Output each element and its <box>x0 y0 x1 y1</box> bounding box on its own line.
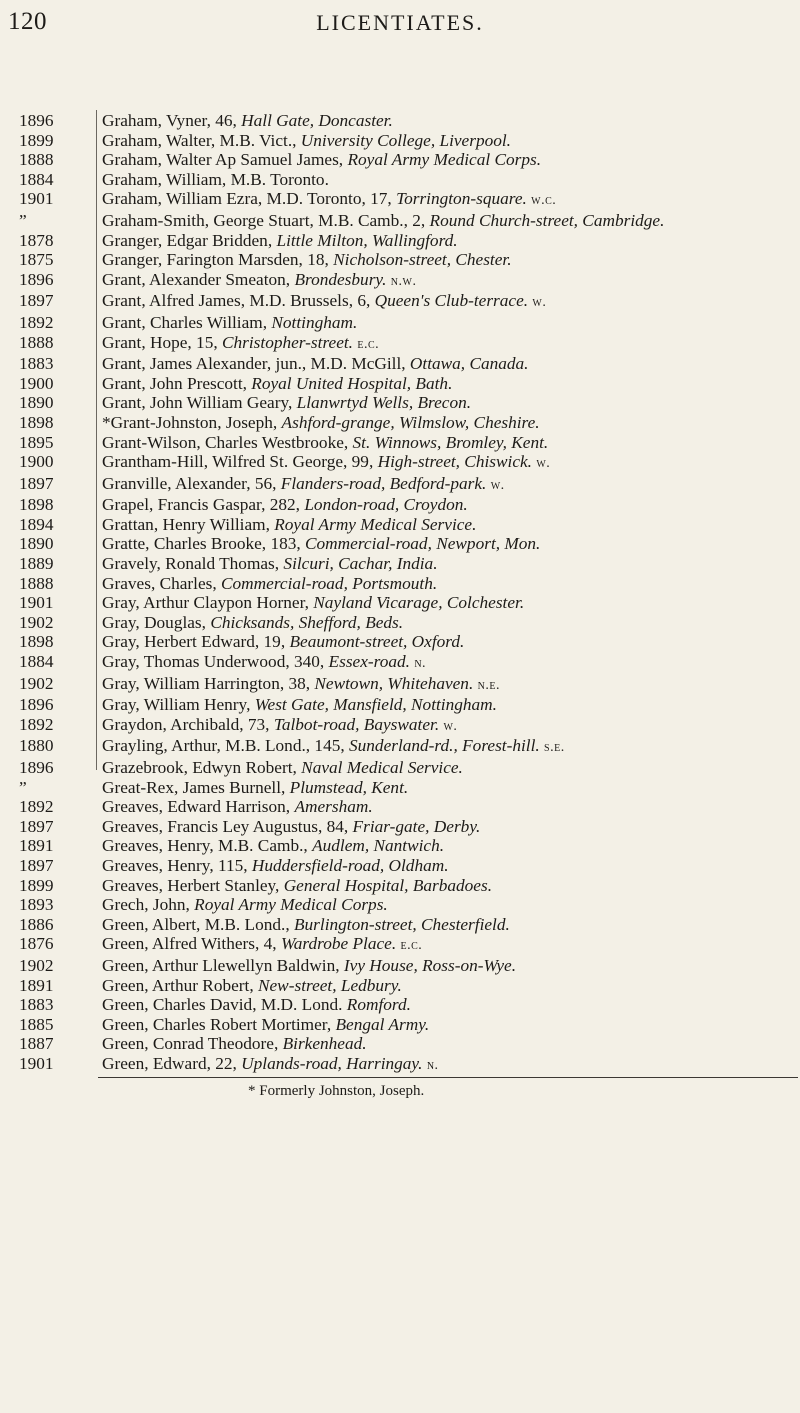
entry-year: 1883 <box>19 354 54 374</box>
entry-name: Grantham-Hill, Wilfred St. George, 99, <box>102 452 378 472</box>
entry-address: Friar-gate, Derby. <box>352 816 481 836</box>
list-item <box>0 736 800 758</box>
list-item <box>0 1034 800 1054</box>
entry-year: 1896 <box>19 269 54 289</box>
entry-address: Torrington-square. <box>396 189 527 209</box>
entry-name: Grant, Hope, 15, <box>102 332 222 352</box>
entry-address: London-road, Croydon. <box>304 495 468 515</box>
entry-address: Silcuri, Cachar, India. <box>283 554 438 574</box>
entry-year: 1898 <box>19 412 54 432</box>
list-item <box>0 270 800 292</box>
entry-year: 1888 <box>19 573 54 593</box>
list-item <box>0 374 800 394</box>
entry-year: 1893 <box>19 895 54 915</box>
list-item <box>0 189 800 211</box>
entry-year: 1896 <box>19 111 54 130</box>
entry-year: 1895 <box>19 432 54 452</box>
entry-year: 1902 <box>19 612 54 632</box>
page-header <box>0 6 800 46</box>
entry-address: Chicksands, Shefford, Beds. <box>210 612 404 632</box>
list-item <box>0 111 800 131</box>
entry-district: w. <box>443 718 458 734</box>
entry-name: Greaves, Henry, M.B. Camb., <box>102 836 313 856</box>
entry-address: General Hospital, Barbadoes. <box>283 875 493 895</box>
list-item <box>0 715 800 737</box>
list-item <box>0 695 800 715</box>
entry-address: Naval Medical Service. <box>301 758 463 777</box>
entry-name: Grattan, Henry William, <box>102 514 275 534</box>
list-item <box>0 250 800 270</box>
entry-address: Plumstead, Kent. <box>289 777 409 797</box>
entry-address: Wardrobe Place. <box>280 934 397 954</box>
entry-name: Gratte, Charles Brooke, 183, <box>102 534 306 554</box>
list-item <box>0 170 800 190</box>
entry-address: Burlington-street, Chesterfield. <box>293 914 510 934</box>
entry-address: Uplands-road, Harringay. <box>241 1053 423 1073</box>
list-item <box>0 515 800 535</box>
entry-address: Queen's Club-terrace. <box>374 291 529 311</box>
list-item <box>0 797 800 817</box>
entry-name: Grant, James Alexander, jun., M.D. McGill, <box>102 354 410 374</box>
list-item <box>0 1015 800 1035</box>
entry-name: Graham, Vyner, 46, <box>102 111 242 130</box>
entry-name: Gray, William Harrington, 38, <box>102 673 315 693</box>
entry-district: n. <box>414 656 427 672</box>
entry-year: 1884 <box>19 652 54 672</box>
entry-year: 1896 <box>19 758 54 777</box>
entry-name: Grapel, Francis Gaspar, 282, <box>102 495 305 515</box>
footnote-rule <box>98 1077 798 1078</box>
entry-year: 1900 <box>19 373 54 393</box>
list-item <box>0 150 800 170</box>
entry-address: Christopher-street. <box>221 332 354 352</box>
entry-address: Flanders-road, Bedford-park. <box>280 473 487 493</box>
entry-address: Bengal Army. <box>335 1014 430 1034</box>
entry-address: New-street, Ledbury. <box>257 975 402 995</box>
entry-address: Commercial-road, Newport, Mon. <box>305 534 541 554</box>
entry-name: Graham, Walter Ap Samuel James, <box>102 150 348 170</box>
entry-district: n.w. <box>390 273 417 289</box>
entry-year: 1883 <box>19 995 54 1015</box>
entry-name: Grant-Wilson, Charles Westbrooke, <box>102 432 353 452</box>
entry-name: Great-Rex, James Burnell, <box>102 777 290 797</box>
list-item <box>0 652 800 674</box>
entry-district: e.c. <box>357 336 380 352</box>
list-item <box>0 452 800 474</box>
entry-address: Brondesbury. <box>294 269 387 289</box>
entry-year: 1889 <box>19 554 54 574</box>
entry-year: 1901 <box>19 593 54 613</box>
entry-name: Graham, William Ezra, M.D. Toronto, 17, <box>102 189 397 209</box>
entry-address: Llanwrtyd Wells, Brecon. <box>296 393 472 413</box>
entry-name: Granville, Alexander, 56, <box>102 473 281 493</box>
entry-year: 1897 <box>19 291 54 311</box>
entry-district: n. <box>426 1057 439 1073</box>
list-item <box>0 674 800 696</box>
entry-address: Hall Gate, Doncaster. <box>241 111 393 130</box>
entry-year: 1878 <box>19 230 54 250</box>
entry-district: w. <box>532 295 547 311</box>
entry-address: Royal Army Medical Corps. <box>347 150 542 170</box>
list-item <box>0 554 800 574</box>
entry-district: n.e. <box>477 677 500 693</box>
entry-name: Graham-Smith, George Stuart, M.B. Camb., 2, <box>102 210 430 230</box>
entry-address: Birkenhead. <box>282 1034 367 1054</box>
entry-name: Grant, Charles William, <box>102 312 272 332</box>
list-item <box>0 574 800 594</box>
entry-name: Greaves, Edward Harrison, <box>102 797 295 817</box>
list-item <box>0 956 800 976</box>
entry-name: Green, Charles Robert Mortimer, <box>102 1014 336 1034</box>
entry-name: Green, Albert, M.B. Lond., <box>102 914 294 934</box>
entry-year: 1897 <box>19 473 54 493</box>
entry-year: 1890 <box>19 393 54 413</box>
entry-year: 1886 <box>19 914 54 934</box>
entry-year: 1892 <box>19 312 54 332</box>
running-title: LICENTIATES. <box>316 10 484 35</box>
entry-name: Greaves, Francis Ley Augustus, 84, <box>102 816 353 836</box>
page-number: 120 <box>8 8 47 35</box>
list-item <box>0 934 800 956</box>
entry-address: Ivy House, Ross-on-Wye. <box>343 955 517 975</box>
entry-name: Grant, John William Geary, <box>102 393 297 413</box>
entry-name: Graham, William, M.B. Toronto. <box>102 169 329 189</box>
entry-year: 1898 <box>19 495 54 515</box>
list-item <box>0 758 800 778</box>
list-item <box>0 915 800 935</box>
list-item <box>0 613 800 633</box>
entry-address: Romford. <box>346 995 411 1015</box>
entry-address: Talbot-road, Bayswater. <box>273 714 440 734</box>
entry-name: Granger, Farington Marsden, 18, <box>102 250 334 270</box>
entry-name: Green, Arthur Robert, <box>102 975 258 995</box>
list-item <box>0 393 800 413</box>
entry-address: Audlem, Nantwich. <box>312 836 445 856</box>
entry-district: w. <box>490 477 505 493</box>
entry-name: Green, Charles David, M.D. Lond. <box>102 995 347 1015</box>
list-item <box>0 593 800 613</box>
entry-year: 1902 <box>19 955 54 975</box>
entry-name: Grech, John, <box>102 895 195 915</box>
entry-address: University College, Liverpool. <box>300 130 511 150</box>
entry-name: Grayling, Arthur, M.B. Lond., 145, <box>102 736 349 756</box>
list-item <box>0 632 800 652</box>
list-item <box>0 817 800 837</box>
list-item <box>0 1054 800 1076</box>
entry-name: Gray, Thomas Underwood, 340, <box>102 652 329 672</box>
list-item <box>0 534 800 554</box>
entry-address: Nottingham. <box>271 312 358 332</box>
entry-address: Nicholson-street, Chester. <box>333 250 512 270</box>
entry-address: Beaumont-street, Oxford. <box>289 632 465 652</box>
list-item <box>0 876 800 896</box>
entry-year: 1901 <box>19 1053 54 1073</box>
entry-address: Ottawa, Canada. <box>409 354 529 374</box>
entry-name: Greaves, Henry, 115, <box>102 855 252 875</box>
entry-year: 1888 <box>19 150 54 170</box>
entry-year: 1892 <box>19 714 54 734</box>
entry-address: Amersham. <box>294 797 373 817</box>
list-item <box>0 313 800 333</box>
entry-address: Royal United Hospital, Bath. <box>251 373 453 393</box>
entry-year: 1888 <box>19 332 54 352</box>
entry-name: Grant, Alfred James, M.D. Brussels, 6, <box>102 291 375 311</box>
entry-name: *Grant-Johnston, Joseph, <box>102 412 282 432</box>
entry-address: Commercial-road, Portsmouth. <box>221 573 438 593</box>
entry-address: Little Milton, Wallingford. <box>276 230 458 250</box>
list-item <box>0 131 800 151</box>
list-item <box>0 413 800 433</box>
entry-address: Ashford-grange, Wilmslow, Cheshire. <box>281 412 540 432</box>
entry-year: 1891 <box>19 836 54 856</box>
list-item <box>0 231 800 251</box>
entry-year: 1896 <box>19 695 54 715</box>
entry-year: 1880 <box>19 736 54 756</box>
entry-address: Royal Army Medical Corps. <box>194 895 388 915</box>
entry-address: Royal Army Medical Service. <box>274 514 477 534</box>
entry-name: Graves, Charles, <box>102 573 222 593</box>
entry-year: 1894 <box>19 514 54 534</box>
entry-district: s.e. <box>544 740 565 756</box>
entry-year: 1892 <box>19 797 54 817</box>
list-item <box>0 836 800 856</box>
list-item <box>0 995 800 1015</box>
entry-name: Graham, Walter, M.B. Vict., <box>102 130 301 150</box>
entry-year: 1901 <box>19 189 54 209</box>
entry-name: Gray, Arthur Claypon Horner, <box>102 593 314 613</box>
entry-name: Green, Edward, 22, <box>102 1053 242 1073</box>
entry-address: West Gate, Mansfield, Nottingham. <box>254 695 497 715</box>
entry-year: 1897 <box>19 816 54 836</box>
entry-name: Grant, John Prescott, <box>102 373 252 393</box>
list-item <box>0 333 800 355</box>
entry-year: 1887 <box>19 1034 54 1054</box>
entry-address: Newtown, Whitehaven. <box>314 673 474 693</box>
entry-year: ” <box>19 210 27 230</box>
entry-name: Green, Conrad Theodore, <box>102 1034 283 1054</box>
entry-year: 1899 <box>19 875 54 895</box>
entry-name: Granger, Edgar Bridden, <box>102 230 277 250</box>
entries-list <box>0 111 800 1076</box>
entry-year: 1898 <box>19 632 54 652</box>
list-item <box>0 291 800 313</box>
entry-name: Gray, Herbert Edward, 19, <box>102 632 290 652</box>
entry-year: 1897 <box>19 855 54 875</box>
entry-year: 1875 <box>19 250 54 270</box>
entry-year: 1885 <box>19 1014 54 1034</box>
list-item <box>0 976 800 996</box>
entry-year: 1900 <box>19 452 54 472</box>
entry-name: Grazebrook, Edwyn Robert, <box>102 758 302 777</box>
entry-year: 1876 <box>19 934 54 954</box>
entry-year: 1890 <box>19 534 54 554</box>
entry-address: Nayland Vicarage, Colchester. <box>313 593 525 613</box>
footnote: * Formerly Johnston, Joseph. <box>248 1083 425 1099</box>
list-item <box>0 211 792 231</box>
entry-address: St. Winnows, Bromley, Kent. <box>352 432 549 452</box>
list-item <box>0 433 800 453</box>
entry-name: Graydon, Archibald, 73, <box>102 714 274 734</box>
entry-district: w. <box>536 456 551 472</box>
entry-address: High-street, Chiswick. <box>377 452 532 472</box>
entry-name: Gray, Douglas, <box>102 612 211 632</box>
list-item <box>0 495 800 515</box>
list-item <box>0 856 800 876</box>
entry-district: e.c. <box>400 938 423 954</box>
entry-year: 1884 <box>19 169 54 189</box>
list-item <box>0 354 800 374</box>
entry-name: Green, Alfred Withers, 4, <box>102 934 281 954</box>
entry-address: Sunderland-rd., Forest-hill. <box>349 736 540 756</box>
entry-year: 1891 <box>19 975 54 995</box>
entry-district: w.c. <box>531 193 557 209</box>
entry-address: Essex-road. <box>328 652 410 672</box>
list-item <box>0 778 800 798</box>
entry-year: ” <box>19 777 27 797</box>
list-item <box>0 895 800 915</box>
entry-name: Grant, Alexander Smeaton, <box>102 269 295 289</box>
list-item <box>0 474 800 496</box>
entry-name: Gray, William Henry, <box>102 695 255 715</box>
entry-name: Gravely, Ronald Thomas, <box>102 554 284 574</box>
entry-name: Green, Arthur Llewellyn Baldwin, <box>102 955 344 975</box>
entry-year: 1899 <box>19 130 54 150</box>
entry-address: Round Church-street, Cambridge. <box>429 210 665 230</box>
entry-name: Greaves, Herbert Stanley, <box>102 875 284 895</box>
entry-year: 1902 <box>19 673 54 693</box>
entry-address: Huddersfield-road, Oldham. <box>251 855 449 875</box>
